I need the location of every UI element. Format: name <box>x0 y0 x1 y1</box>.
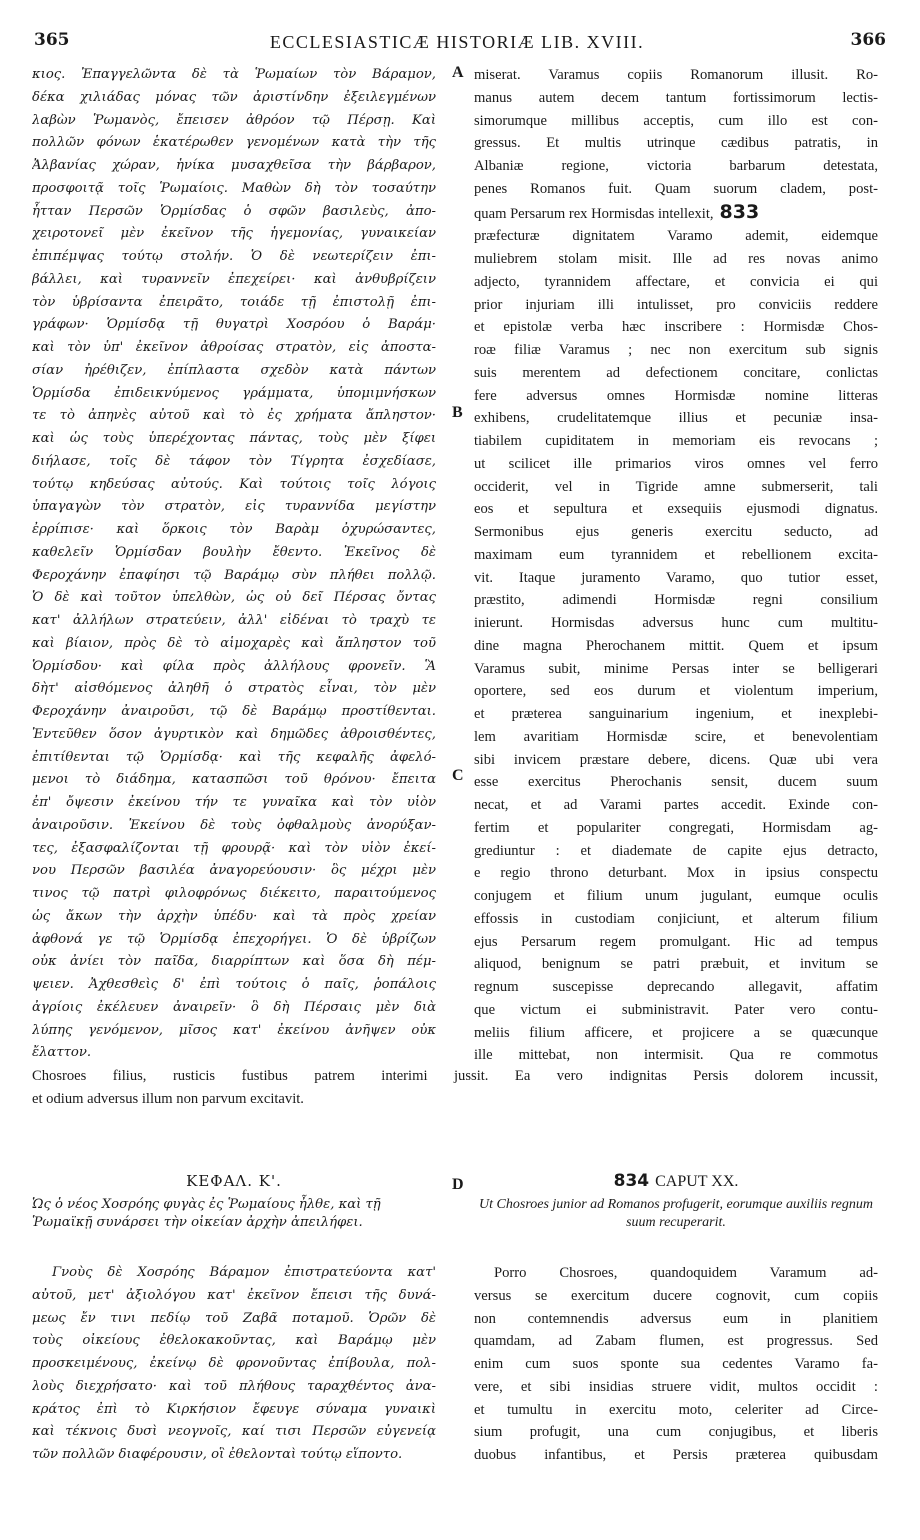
latin-body-line: Porro Chosroes, quandoquidem Varamum ad- <box>494 1265 878 1281</box>
latin-chapter-title: CAPUT XX. <box>655 1173 739 1190</box>
greek-text-line: καὶ βίαιον, πρὸς δὲ τὸ αἱμοχαρὲς καὶ ἄπληστον τοῦ <box>32 635 436 651</box>
greek-text-line: χειροτονεῖ μὲν ἐκεῖνον τῆς ἡγεμονίας, γυναικείαν <box>32 226 436 242</box>
full-width-text-line: Chosroes filius, rusticis fustibus patrem interimi jussit. Ea vero indignitas Persis dolorem incussit, <box>32 1068 878 1084</box>
latin-body-line: sium profugit, una cum conjugibus, et liberis <box>474 1424 878 1441</box>
latin-text-line: præstito, adimendi Hormisdæ regni consilium <box>474 592 878 609</box>
margin-letter-c: C <box>452 767 464 784</box>
greek-text-line: τὸν ὑβρίσαντα ἐπειρᾶτο, τοιάδε τῇ ἐπιστολῇ ἐπι- <box>32 294 436 310</box>
greek-text-line: καὶ ὡς τοὺς ὑπερέχοντας πάντας, τοὺς μὲν ξίφει <box>32 431 436 446</box>
latin-chapter-number: 834 <box>613 1171 650 1191</box>
full-width-lines <box>32 1065 878 1111</box>
greek-text-line: κατ' ἀλλήλων στρατεύειν, ἀλλ' εἰδέναι τὸ τραχὺ τε <box>32 613 436 628</box>
latin-text-line: manus autem decem tantum fortissimorum lectis- <box>474 89 878 106</box>
greek-text-line: κιος. Ἐπαγγελῶντα δὲ τὰ Ῥωμαίων τὸν Βάραμον, <box>32 67 436 82</box>
latin-text-line: oportere, sed eos durum et violentum imperium, <box>474 683 878 700</box>
latin-text-line: inierunt. Hormisdas adversus hunc cum multitu- <box>474 615 878 631</box>
latin-text-line: miserat. Varamus copiis Romanorum illusit. Ro- <box>474 67 878 83</box>
greek-text-line: λύπης γενόμενον, μῖσος κατ' ἐκείνου ἀνῆψεν οὐκ <box>32 1022 436 1038</box>
latin-text-line: et præterea sanguinarium ingenium, et inexplebi- <box>474 706 878 722</box>
latin-text-line: simorumque millibus acceptis, cum illo est con- <box>474 112 878 129</box>
greek-text-line: προσφοιτᾷ τοῖς Ῥωμαίοις. Μαθὼν δὴ τὸν τοσαύτην <box>32 180 436 196</box>
latin-text-line: quam Persarum rex Hormisdas intellexit, 833 <box>474 200 760 223</box>
greek-body-line: λοὺς διεχρήσατο· καὶ τοῦ πλήθους ταραχθέντος ἀνα- <box>32 1378 436 1394</box>
greek-text-line: ἀναιροῦσιν. Ἐκείνου δὲ τοὺς ὀφθαλμοὺς ἀνορύξαν- <box>32 817 436 833</box>
page-header <box>28 30 886 60</box>
latin-text-line: tiabilem cupiditatem in memoriam eis revocans ; <box>474 433 878 449</box>
latin-body-line: vere, et sibi insidias struere vidit, multos occidit : <box>474 1378 878 1395</box>
latin-text-line: meliis filium afficere, et projicere a se quæcunque <box>474 1024 878 1041</box>
latin-text-line: fertim et populariter congregati, Hormisdam ag- <box>474 819 878 836</box>
greek-text-line: τες, ἐξασφαλίζονται τῇ φρουρᾷ· καὶ τὸν υἱὸν ἐκεί- <box>32 840 436 856</box>
greek-text-line: δέκα χιλιάδας μόνας τῶν ἀριστίνδην ἐξειλεγμένων <box>32 89 436 105</box>
greek-text-line: ἀφθονά γε τῷ Ὁρμίσδᾳ ἐπεχορήγει. Ὁ δὲ ὑβρίζων <box>32 931 436 947</box>
latin-text-line: Sermonibus ejus generis exercitu seducto, ad <box>474 524 878 540</box>
greek-text-line: Φεροχάνην ἐπαφίησι τῷ Βαράμῳ σὺν πλήθει πολλῷ. <box>32 567 436 583</box>
latin-chapter-heading <box>474 1171 878 1191</box>
margin-letter-d: D <box>452 1176 464 1193</box>
latin-text-line: eos et sepultura et exsequiis ejusmodi dignatus. <box>474 501 878 518</box>
greek-chapter-title: ΚΕΦΑΛ. Κ'. <box>186 1172 282 1190</box>
latin-text-line: occiderit, vel in Tigride amne submerserit, tali <box>474 478 878 495</box>
latin-text-line: dine magna Pherochanem mittit. Quem et ipsum <box>474 637 878 654</box>
greek-chapter-summary: Ὡς ὁ νέος Χοσρόης φυγὰς ἐς Ῥωμαίους ἦλθε, καὶ τῇ Ῥωμαϊκῇ συνάρσει τὴν οἰκείαν ἀρχὴν ἀπειλήφει. <box>32 1197 381 1230</box>
greek-body-line: μεως ἔν τινι πεδίῳ τοῦ Ζαβᾶ ποταμοῦ. Ὁρῶν δὲ <box>32 1310 436 1326</box>
latin-body-line: et tumultu in exercitu moto, celeriter ad Circe- <box>474 1401 878 1418</box>
latin-text-line: ut scilicet ille primarios viros omnes vel ferro <box>474 455 878 472</box>
latin-text-line: grediuntur : et diademate de capite ejus detracto, <box>474 842 878 859</box>
latin-text-line: roæ filiæ Varamus ; nec non exercitum sub signis <box>474 342 878 358</box>
latin-text-line: vit. Itaque juramento Varamo, quo tutior esset, <box>474 569 878 586</box>
latin-body-line: versus se exercitum ducere cognovit, cum copiis <box>474 1287 878 1304</box>
greek-text-line: τούτῳ κηδεύσας αὐτούς. Καὶ τούτοις τοῖς λόγοις <box>32 476 436 492</box>
latin-text-line: muliebrem stolam misit. Ille ad res novas animo <box>474 251 878 267</box>
latin-body-line: duobus infantibus, et Persis præterea quibusdam <box>474 1447 878 1463</box>
greek-text-line: Φεροχάνην ἀναιροῦσι, τῷ δὲ Βαράμῳ προστίθενται. <box>32 704 436 719</box>
greek-text-line: νου Περσῶν βασιλέα ἀναγορεύουσιν· ὃς μέχρι μὲν <box>32 863 436 879</box>
greek-column <box>32 64 436 1065</box>
latin-text-line: esse exercitus Pherochanis sensit, ducem suum <box>474 774 878 791</box>
latin-text-line: e regio throno deturbant. Mox in ipsius conspectu <box>474 865 878 882</box>
greek-text-line: καθελεῖν Ὁρμίσδαν βουλὴν ἔθεντο. Ἐκεῖνος δὲ <box>32 544 436 560</box>
greek-body-line: προσκειμένους, ἐκείνῳ δὲ φρονοῦντας ἐπίβουλα, πολ- <box>32 1356 436 1371</box>
greek-body-line: αὐτοῦ, μετ' ἀξιολόγου κατ' ἐκεῖνον ἔπεισι τῆς δυνά- <box>32 1287 436 1303</box>
greek-text-line: γράφων· Ὁρμίσδᾳ τῇ θυγατρὶ Χοσρόου ὁ Βαράμ· <box>32 317 436 333</box>
greek-text-line: καὶ τὸν ὑπ' ἐκεῖνον ἀθροίσας στρατὸν, εἰς ἀποστα- <box>32 340 436 355</box>
latin-text-line: ejus Persarum regem promulgant. Hic ad tempus <box>474 933 878 950</box>
greek-text-line: τε τὸ ἀπηνὲς αὐτοῦ καὶ τὸ ἐς χρήματα ἄπληστον· <box>32 408 436 424</box>
latin-chapter-body <box>474 1262 878 1467</box>
greek-text-line: ἔλαττον. <box>32 1045 92 1061</box>
latin-text-line: maximam eum tyrannidem et rebellionem excita- <box>474 546 878 563</box>
greek-text-line: οὐκ ἀνίει τὸν παῖδα, διαρρίπτων καὶ ὅσα δὴ πέμ- <box>32 954 436 970</box>
latin-text-line: ille mittebat, non intermisit. Qua re commotus <box>474 1047 878 1064</box>
latin-text-line: gressus. Et multis utrinque cædibus patratis, in <box>474 135 878 152</box>
greek-body-line: κράτος ἐπὶ τὸ Κιρκήσιον ἔφευγε σύναμα γυναικὶ <box>32 1401 436 1417</box>
greek-text-line: βάλλει, καὶ τυραννεῖν ἐπεχείρει· καὶ ἀνθυβρίζειν <box>32 271 436 287</box>
latin-text-line: lem avaritiam Hormisdæ scire, et benevolentiam <box>474 728 878 745</box>
latin-column <box>474 64 878 1067</box>
greek-text-line: τινος τῷ πατρὶ φιλοφρόνως διέκειτο, παραιτούμενος <box>32 886 436 901</box>
latin-text-line: suis merentem ad defectionem concitare, conlictas <box>474 364 878 381</box>
greek-text-line: μενοι τὸ διάδημα, κατασπῶσι τοῦ θρόνου· ἔπειτα <box>32 772 436 788</box>
greek-text-line: ὡς ἄκων τὴν ἀρχὴν ὑπέδυ· καὶ τὰ πρὸς χρείαν <box>32 908 436 924</box>
latin-text-line: fere adversus omnes Hormisdæ nomine litteras <box>474 387 878 404</box>
greek-text-line: ἀγρίοις ἐκέλευεν ἀναιρεῖν· ὃ δὴ Πέρσαις μὲν διὰ <box>32 999 436 1015</box>
greek-text-line: Ὁρμίσδου· καὶ φίλα πρὸς ἀλλήλους φρονεῖν. Ἃ <box>32 658 436 674</box>
greek-text-line: ψειεν. Ἀχθεσθεὶς δ' ἐπὶ τούτοις ὁ παῖς, ῥοπάλοις <box>32 977 436 992</box>
greek-text-line: ὑπαγαγὼν τὸν στρατὸν, εἰς τυραννίδα μεγίστην <box>32 499 436 515</box>
latin-text-line: Albaniæ regione, victoria barbarum detestata, <box>474 158 878 174</box>
latin-body-line: enim cum suos sponte sua cedentes Varamo fa- <box>474 1356 878 1372</box>
latin-text-line: necat, et ad Varami partes accedit. Exinde con- <box>474 797 878 813</box>
latin-text-line: exhibens, crudelitatemque illius et pecuniæ insa- <box>474 410 878 427</box>
latin-text-line: prior injuriam illi intulisset, pro conviciis reddere <box>474 296 878 313</box>
greek-text-line: Ἀλβανίας χώραν, ἡνίκα μυσαχθεῖσα τὴν βάρβαρον, <box>32 158 436 173</box>
greek-text-line: διήλασε, τοῖς δὲ τάφον τὸν Τίγρητα ἐσχεδίασε, <box>32 453 436 469</box>
greek-text-line: Ὁρμίσδα ἐπιδεικνύμενος γράμματα, ὑπομιμνήσκων <box>32 385 436 401</box>
greek-body-line: τοὺς οἰκείους ἐθελοκακοῦντας, καὶ Βαράμῳ μὲν <box>32 1333 436 1349</box>
greek-body-line: καὶ τέκνοις δυσὶ νεογνοῖς, καί τισι Περσῶν εὐγενείᾳ <box>32 1424 436 1440</box>
greek-text-line: ἐπιπέμψας τούτῳ στολήν. Ὁ δὲ νεωτερίζειν ἐπι- <box>32 249 436 264</box>
margin-letter-a: A <box>452 64 464 81</box>
latin-text-line: præfecturæ dignitatem Varamo ademit, eidemque <box>474 228 878 245</box>
latin-chapter-summary: Ut Chosroes junior ad Romanos profugerit, eorumque auxiliis regnum suum recuperarit. <box>479 1197 873 1230</box>
latin-text-line: aliquod, benignum se patri præbuit, et invitum se <box>474 956 878 973</box>
greek-text-line: δὴτ' αἰσθόμενος ἀληθῆ ὁ στρατὸς εἶναι, τὸν μὲν <box>32 681 436 697</box>
latin-text-line: sibi invicem præstare debere, dicens. Quæ ubi vera <box>474 751 878 768</box>
greek-text-line: λαβὼν Ῥωμανὸς, ἔπεισεν ἀθρόον τῷ Πέρσῃ. Καὶ <box>32 112 436 128</box>
greek-text-line: ἧτταν Περσῶν Ὁρμίσδας ὁ σφῶν βασιλεὺς, ἀπο- <box>32 203 436 219</box>
latin-text-line: adjecto, tyrannidem affectare, et convicia ei qui <box>474 273 878 290</box>
latin-text-line: que victum ei subministravit. Pater vero contu- <box>474 1001 878 1018</box>
greek-text-line: σίαν ἠρέθιζεν, ἐπίπλαστα σχεδὸν κατὰ πάντων <box>32 362 436 378</box>
greek-text-line: ἐρρίπισε· καὶ ὅρκοις τὸν Βαρὰμ ὀχυρώσαντες, <box>32 522 436 537</box>
latin-text-line: conjugem et filium unum jugulant, eumque oculis <box>474 888 878 904</box>
right-page-number: 366 <box>850 30 886 50</box>
latin-text-line: penes Romanos fuit. Quam suorum cladem, post- <box>474 180 878 197</box>
full-width-text-line: et odium adversus illum non parvum excitavit. <box>32 1090 304 1107</box>
latin-text-line: regnum suscepisse deprecando allegavit, affatim <box>474 979 878 995</box>
greek-text-line: Ὁ δὲ καὶ τοῦτον ὑπελθὼν, ὡς οὐ δεῖ Πέρσας ὄντας <box>32 590 436 606</box>
greek-body-line: Γνοὺς δὲ Χοσρόης Βάραμον ἐπιστρατεύοντα κατ' <box>52 1265 436 1280</box>
latin-text-line: Varamus subit, minime Persas inter se belligerari <box>474 660 878 677</box>
left-page-number: 365 <box>34 30 70 50</box>
greek-text-line: Ἐντεῦθεν ὅσον ἀγυρτικὸν καὶ δημῶδες ἀθροισθέντες, <box>32 726 436 742</box>
greek-text-line: ἐπ' ὄψεσιν ἐκείνου τήν τε γυναῖκα καὶ τὸν υἱὸν <box>32 795 436 810</box>
latin-body-line: non contemnendis adversus eum in planitiem <box>474 1310 878 1327</box>
latin-text-line: et epistolæ verba hæc inscribere : Hormisdæ Chos- <box>474 319 878 336</box>
latin-text-line: effossis in custodiam conjiciunt, et alterum filium <box>474 910 878 927</box>
margin-letter-b: B <box>452 404 463 421</box>
greek-text-line: ἐπιτίθενται τῷ Ὁρμίσδᾳ· καὶ τῆς κεφαλῆς ἀφελό- <box>32 749 436 765</box>
margin-number-833: 833 <box>719 200 760 223</box>
greek-text-line: πολλῶν φόνων ἑκατέρωθεν γενομένων κατὰ τὴν τῆς <box>32 135 436 151</box>
greek-chapter-body <box>32 1262 436 1467</box>
running-title: ECCLESIASTICÆ HISTORIÆ LIB. XVIII. <box>269 32 645 52</box>
greek-body-line: τῶν πολλῶν διαφέρουσιν, οἳ ἐθελονταὶ τούτῳ εἵποντο. <box>32 1447 403 1462</box>
latin-body-line: quamdam, ad Zabam flumen, est progressus. Sed <box>474 1333 878 1350</box>
